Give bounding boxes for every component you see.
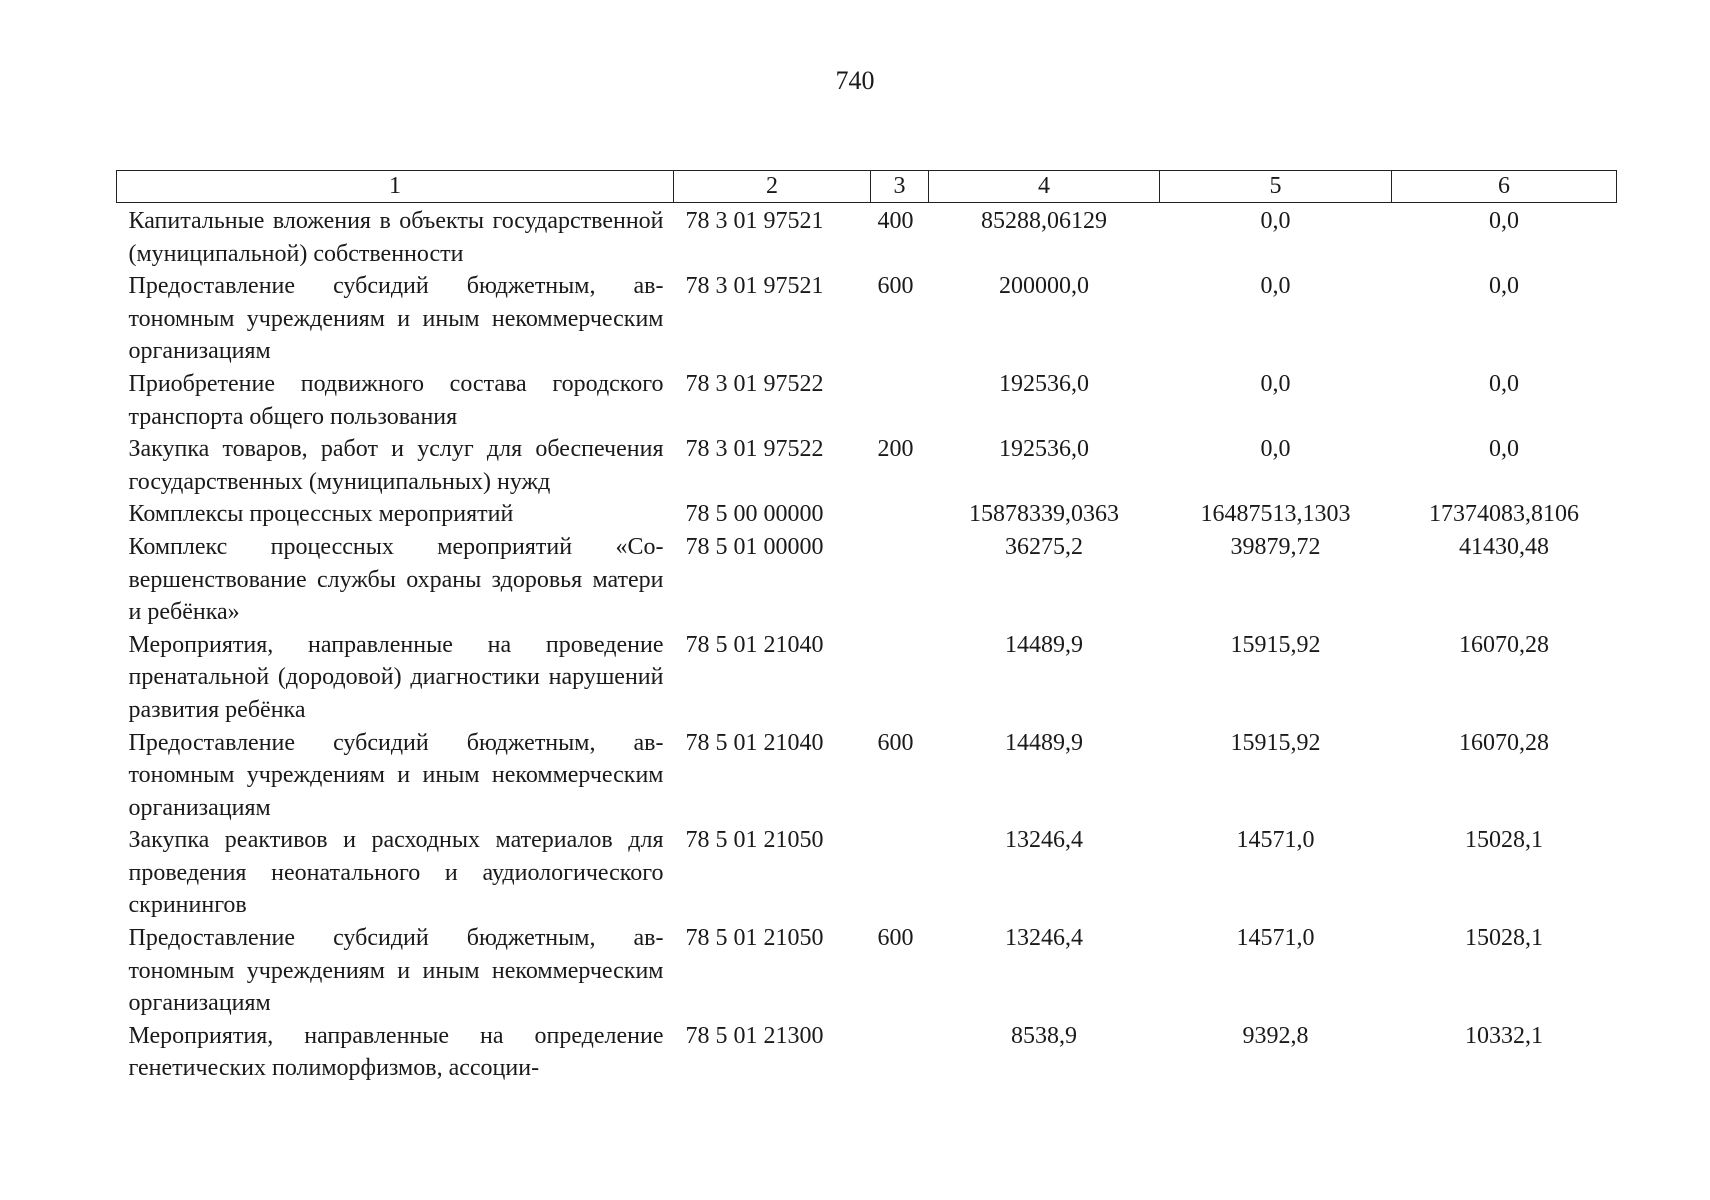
- row-name: Закупка реактивов и расходных материалов для проведения неонатального и аудиологического скринингов: [128, 827, 664, 919]
- row-value-col-5: 0,0: [1260, 273, 1291, 300]
- table-row: [117, 433, 1617, 498]
- row-value-col-6: 0,0: [1489, 436, 1519, 463]
- row-value-col-6: 0,0: [1489, 370, 1519, 397]
- budget-table: [116, 170, 1617, 1085]
- row-code: 78 5 01 21300: [685, 1022, 824, 1049]
- row-value-col-4: 192536,0: [999, 370, 1089, 397]
- row-value-col-5: 0,0: [1260, 436, 1291, 463]
- header-col-6: 6: [1392, 171, 1617, 203]
- row-name: Мероприятия, направленные на определение генетических полиморфизмов, ассоции-: [128, 1022, 664, 1082]
- row-code: 78 5 01 21040: [685, 631, 824, 658]
- row-value-col-4: 85288,06129: [981, 208, 1107, 234]
- row-code: 78 5 00 00000: [685, 501, 824, 528]
- row-name: Приобретение подвижного состава городского транспорта общего пользования: [128, 370, 664, 430]
- header-col-4: 4: [929, 171, 1160, 203]
- row-name: Закупка товаров, работ и услуг для обеспечения государственных (муниципальных) нужд: [128, 436, 664, 495]
- row-value-col-4: 14489,9: [1005, 729, 1083, 756]
- row-value-col-5: 9392,8: [1242, 1022, 1309, 1049]
- table-row: [117, 203, 1617, 271]
- table-body: [117, 203, 1617, 1086]
- row-value-col-5: 14571,0: [1236, 827, 1315, 854]
- table-row: [117, 727, 1617, 825]
- row-expense-type: [871, 498, 929, 531]
- header-col-5: 5: [1160, 171, 1392, 203]
- row-code: 78 5 01 21050: [685, 925, 824, 952]
- row-code: 78 3 01 97522: [685, 370, 824, 397]
- row-expense-type: [871, 1020, 929, 1085]
- row-code: 78 5 01 21050: [685, 827, 824, 854]
- row-expense-type: [871, 368, 929, 433]
- row-value-col-6: 10332,1: [1465, 1022, 1543, 1049]
- table-row: [117, 824, 1617, 922]
- table-row: [117, 531, 1617, 629]
- table-row: [117, 498, 1617, 531]
- row-name: Мероприятия, направленные на проведение пренатальной (дородовой) диагностики нарушений развития ребёнка: [128, 631, 664, 723]
- table-row: [117, 1020, 1617, 1085]
- row-code: 78 3 01 97522: [685, 436, 824, 463]
- row-value-col-5: 15915,92: [1230, 729, 1321, 756]
- row-value-col-4: 36275,2: [1005, 533, 1083, 560]
- row-value-col-5: 0,0: [1260, 370, 1291, 397]
- row-value-col-4: 200000,0: [999, 273, 1089, 300]
- row-value-col-4: 8538,9: [1011, 1022, 1077, 1049]
- row-name: Комплекс процессных мероприятий «Совершенствование службы охраны здоровья матери и ребёнка»: [128, 533, 664, 626]
- row-code: 78 3 01 97521: [685, 208, 824, 234]
- row-code: 78 5 01 21040: [685, 729, 824, 756]
- row-value-col-6: 0,0: [1489, 273, 1519, 300]
- row-expense-type: [871, 531, 929, 629]
- row-value-col-6: 16070,28: [1459, 631, 1549, 658]
- row-value-col-4: 13246,4: [1005, 925, 1083, 952]
- row-value-col-6: 15028,1: [1465, 827, 1543, 854]
- table-header: [117, 171, 1617, 203]
- row-value-col-6: 41430,48: [1459, 533, 1549, 560]
- row-name: Предоставление субсидий бюджетным, автономным учреждениям и иным некоммерческим организациям: [128, 729, 664, 821]
- row-expense-type: [871, 629, 929, 727]
- header-col-2: 2: [674, 171, 871, 203]
- row-name: Предоставление субсидий бюджетным, автономным учреждениям и иным некоммерческим организациям: [128, 273, 664, 365]
- header-col-1: 1: [117, 171, 674, 203]
- header-row: [117, 171, 1617, 203]
- row-value-col-4: 192536,0: [999, 436, 1089, 463]
- row-value-col-5: 14571,0: [1236, 925, 1315, 952]
- row-value-col-5: 0,0: [1260, 208, 1291, 234]
- row-value-col-6: 0,0: [1489, 208, 1519, 234]
- row-expense-type: 600: [877, 925, 914, 952]
- row-value-col-4: 14489,9: [1005, 631, 1083, 658]
- row-expense-type: 600: [877, 273, 914, 300]
- row-value-col-5: 15915,92: [1230, 631, 1321, 658]
- row-name: Капитальные вложения в объекты государственной (муниципальной) собственности: [128, 208, 664, 267]
- row-name: Предоставление субсидий бюджетным, автономным учреждениям и иным некоммерческим организациям: [128, 925, 664, 1017]
- row-code: 78 3 01 97521: [685, 273, 824, 300]
- table-row: [117, 270, 1617, 368]
- row-code: 78 5 01 00000: [685, 533, 824, 560]
- row-value-col-5: 16487513,1303: [1200, 501, 1351, 528]
- row-value-col-4: 13246,4: [1005, 827, 1083, 854]
- row-value-col-4: 15878339,0363: [969, 501, 1119, 528]
- row-value-col-5: 39879,72: [1230, 533, 1321, 560]
- header-col-3: 3: [871, 171, 929, 203]
- row-value-col-6: 15028,1: [1465, 925, 1543, 952]
- row-expense-type: 400: [877, 208, 914, 234]
- table-row: [117, 629, 1617, 727]
- row-value-col-6: 16070,28: [1459, 729, 1549, 756]
- table-row: [117, 368, 1617, 433]
- row-name: Комплексы процессных мероприятий: [128, 501, 514, 528]
- row-expense-type: 200: [877, 436, 914, 463]
- table-row: [117, 922, 1617, 1020]
- row-expense-type: 600: [877, 729, 914, 756]
- row-value-col-6: 17374083,8106: [1429, 501, 1579, 528]
- row-expense-type: [871, 824, 929, 922]
- page-number: 740: [835, 66, 875, 95]
